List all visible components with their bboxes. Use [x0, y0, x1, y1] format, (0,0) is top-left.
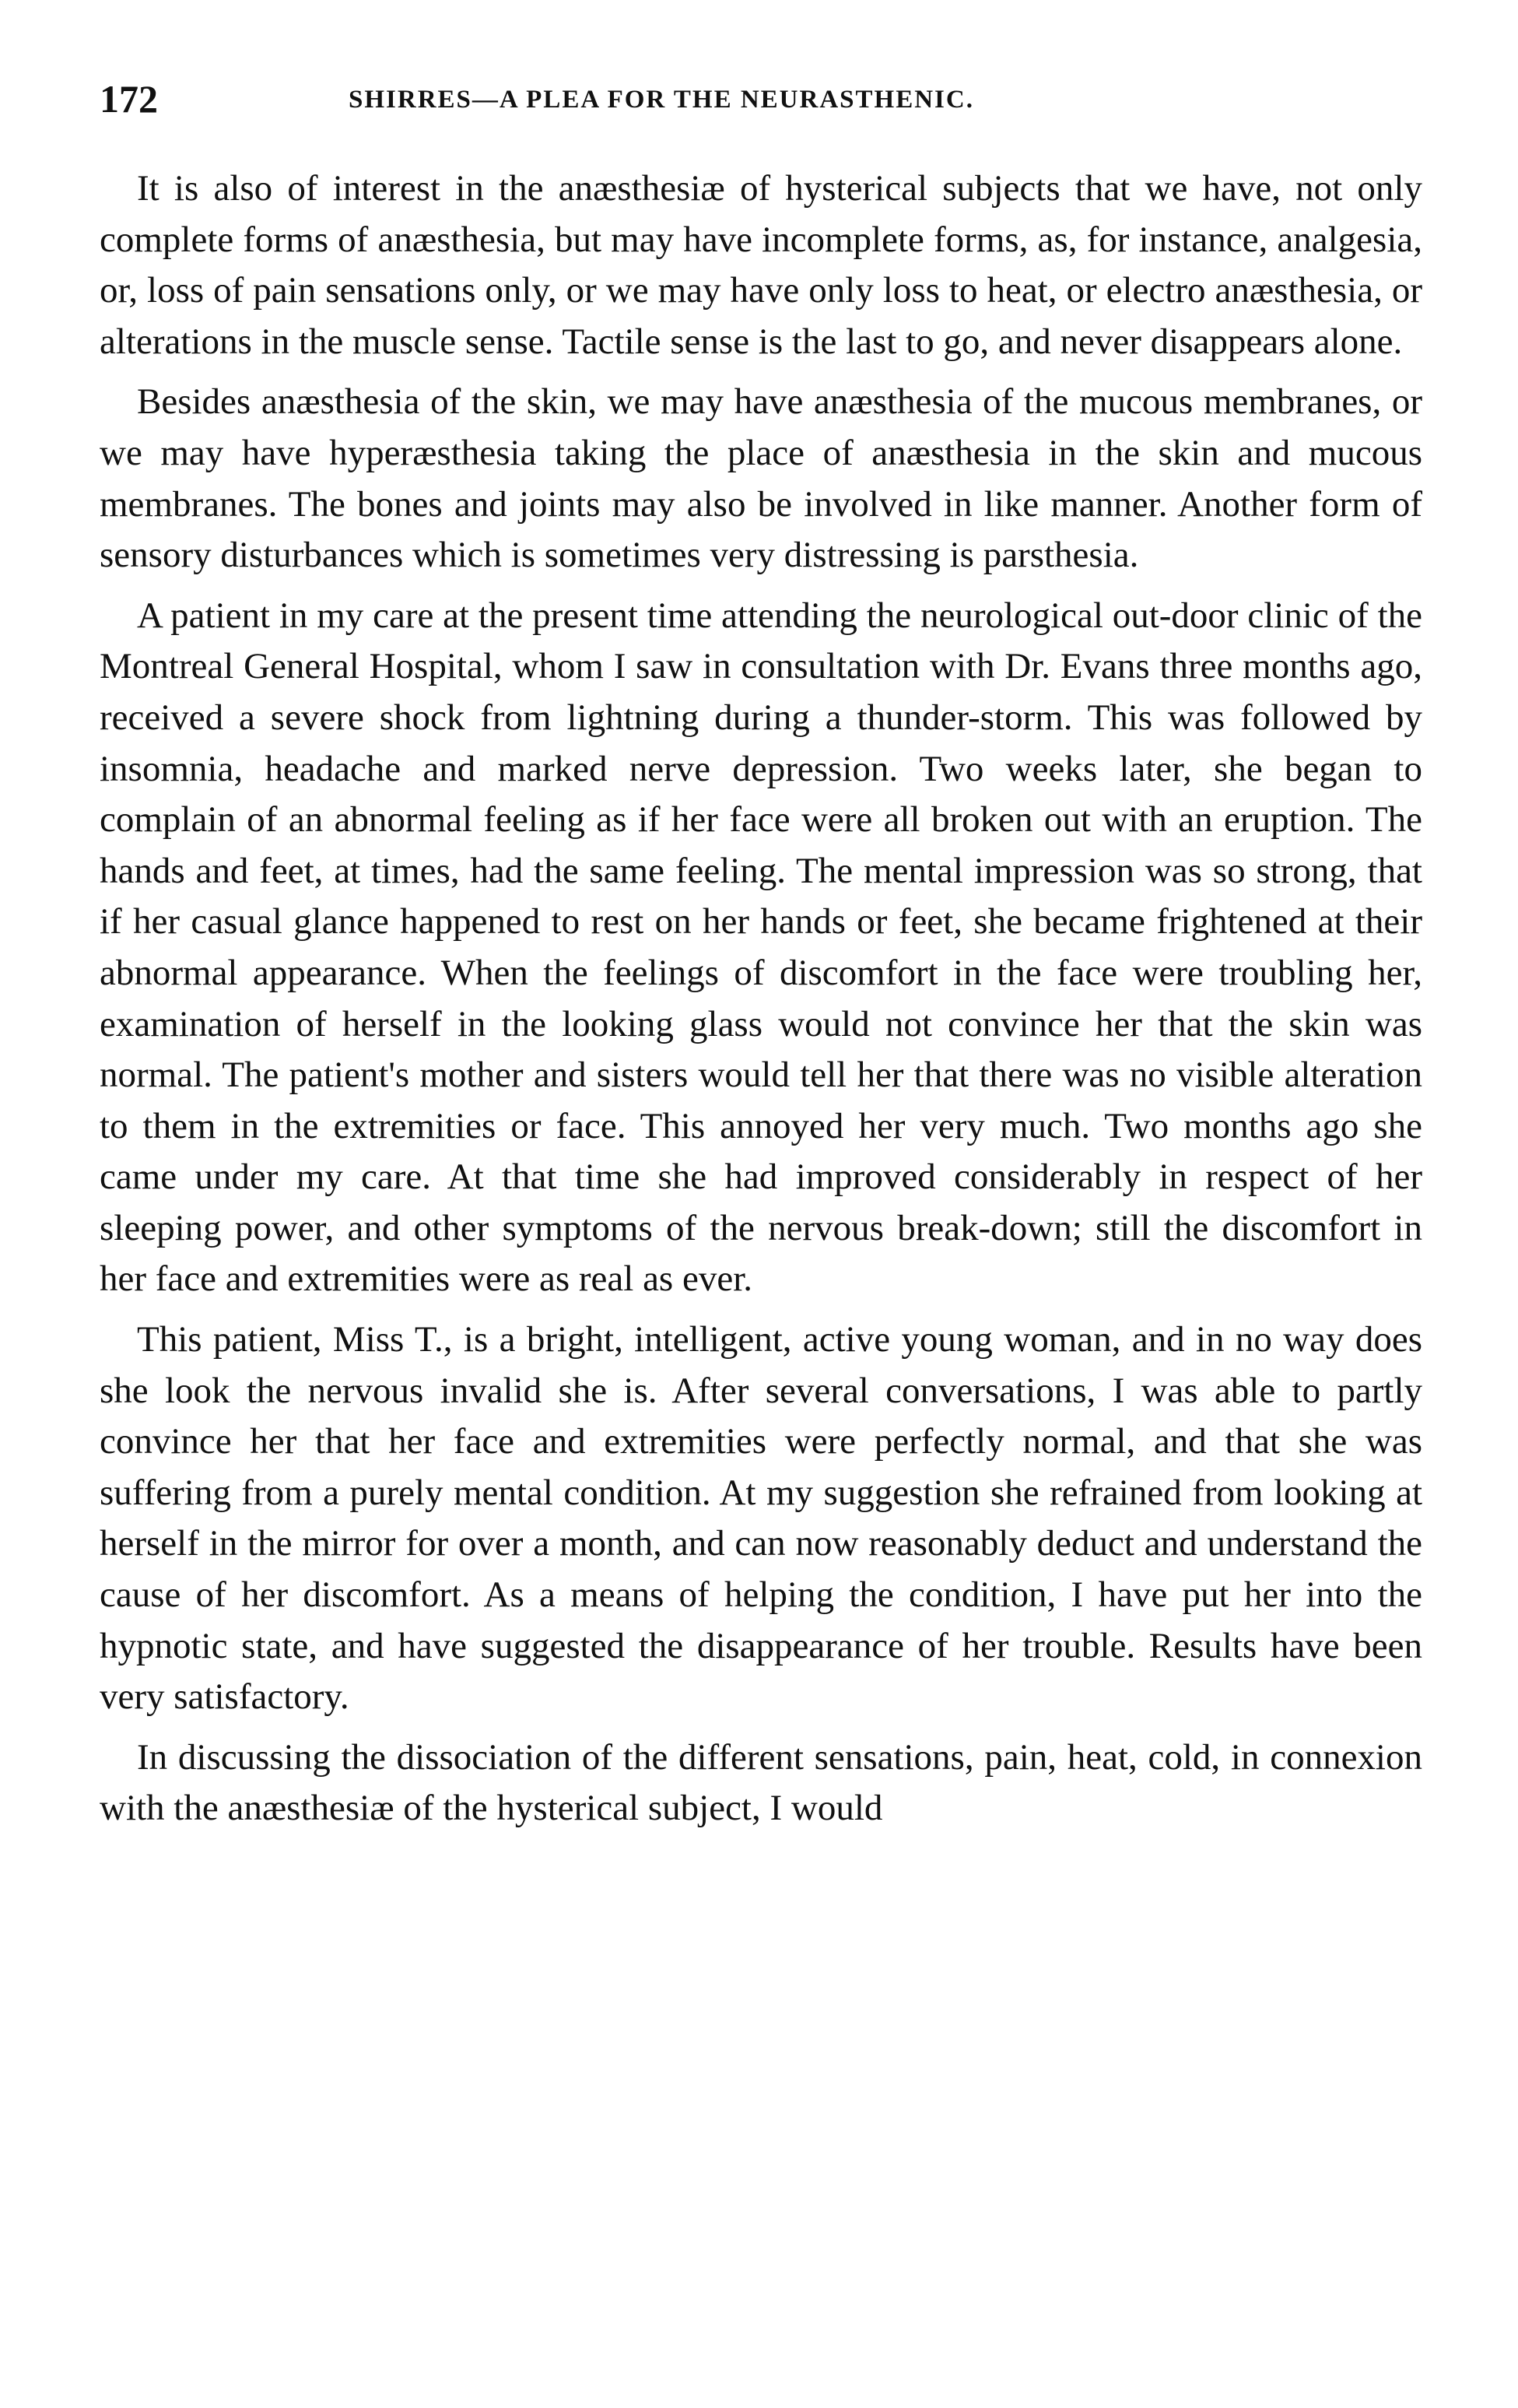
page-header	[100, 72, 1422, 126]
page-number: 172	[100, 77, 158, 121]
running-head: SHIRRES—A PLEA FOR THE NEURASTHENIC.	[349, 86, 974, 114]
paragraph-mucous-membranes: Besides anæsthesia of the skin, we may have anæsthesia of the mucous membranes, or we may have hyperæsthesia taking the place of anæsthesia in the skin and mucous membranes. The bones and joints may also be involved in like manner. Another form of sensory disturbances which is sometimes very distressing is parsthesia.	[100, 381, 1422, 576]
body-text	[100, 163, 1422, 1834]
paragraph-dissociation: In discussing the dissociation of the different sensations, pain, heat, cold, in connexion with the anæsthesiæ of the hysterical subject, I would	[100, 1736, 1422, 1829]
paragraph-patient-case: A patient in my care at the present time attending the neurological out-door clinic of the Montreal General Hospital, whom I saw in consultation with Dr. Evans three months ago, received a severe shock from lightning during a thunder-storm. This was followed by insomnia, headache and marked nerve depression. Two weeks later, she began to complain of an abnormal feeling as if her face were all broken out with an eruption. The hands and feet, at times, had the same feeling. The mental impression was so strong, that if her casual glance happened to rest on her hands or feet, she became frightened at their abnormal appearance. When the feelings of discomfort in the face were troubling her, examination of herself in the looking glass would not convince her that the skin was normal. The patient's mother and sisters would tell her that there was no visible alteration to them in the extremities or face. This annoyed her very much. Two months ago she came under my care. At that time she had improved considerably in respect of her sleeping power, and other symptoms of the nervous break-down; still the discomfort in her face and extremities were as real as ever.	[100, 595, 1422, 1300]
paragraph-anaesthesia-forms: It is also of interest in the anæsthesiæ of hysterical subjects that we have, not only complete forms of anæsthesia, but may have incomplete forms, as, for instance, analgesia, or, loss of pain sensations only, or we may have only loss to heat, or electro anæsthesia, or alterations in the muscle sense. Tactile sense is the last to go, and never disappears alone.	[100, 168, 1422, 362]
paragraph-miss-t: This patient, Miss T., is a bright, intelligent, active young woman, and in no way does she look the nervous invalid she is. After several conversations, I was able to partly convince her that her face and extremities were perfectly normal, and that she was suffering from a purely mental condition. At my suggestion she refrained from looking at herself in the mirror for over a month, and can now reasonably deduct and understand the cause of her discomfort. As a means of helping the condition, I have put her into the hypnotic state, and have suggested the disappearance of her trouble. Results have been very satisfactory.	[100, 1319, 1422, 1718]
